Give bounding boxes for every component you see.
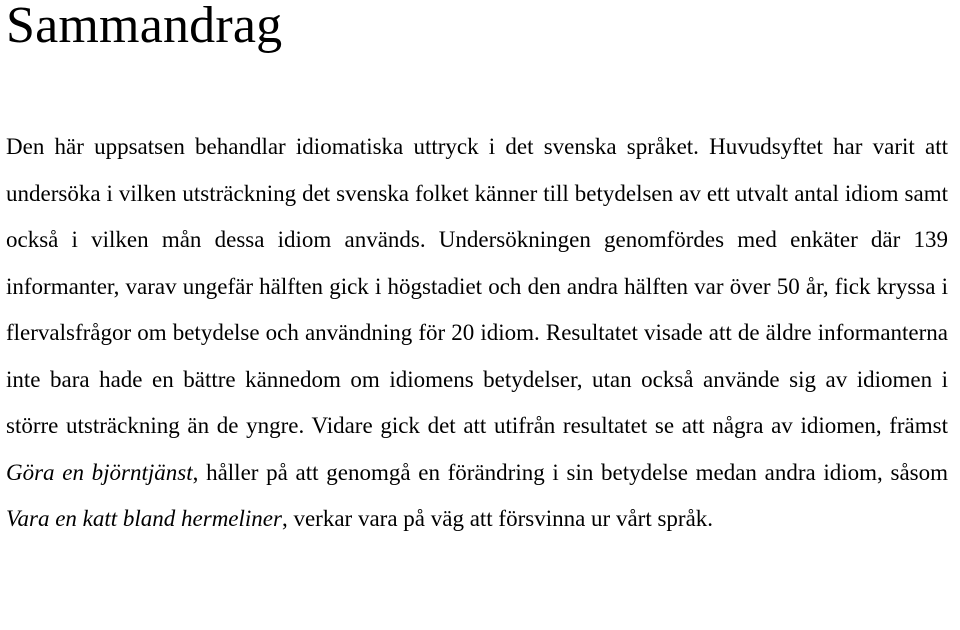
idiom-example-2: Vara en katt bland hermeliner <box>6 506 282 531</box>
abstract-text-part-3: , verkar vara på väg att försvinna ur vårt språk. <box>281 506 714 531</box>
idiom-example-1: Göra en björntjänst <box>6 459 193 485</box>
abstract-text-part-2: , håller på att genomgå en förändring i sin betydelse medan andra idiom, såsom <box>192 459 949 485</box>
abstract-paragraph <box>6 124 948 543</box>
page-title: Sammandrag <box>6 0 283 54</box>
abstract-text-part-1: Den här uppsatsen behandlar idiomatiska uttryck i det svenska språket. Huvudsyftet har varit att undersöka i vilken utsträckning det svenska folket känner till betydelsen av ett utvalt antal idiom samt också i vilken mån dessa idiom används. Undersökningen genomfördes med enkäter där 139 informanter, varav ungefär hälften gick i högstadiet och den andra hälften var över 50 år, fick kryssa i flervalsfrågor om betydelse och användning för 20 idiom. Resultatet visade att de äldre informanterna inte bara hade en bättre kännedom om idiomens betydelser, utan också använde sig av idiomen i större utsträckning än de yngre. Vidare gick det att utifrån resultatet se att några av idiomen, främst <box>6 134 948 438</box>
